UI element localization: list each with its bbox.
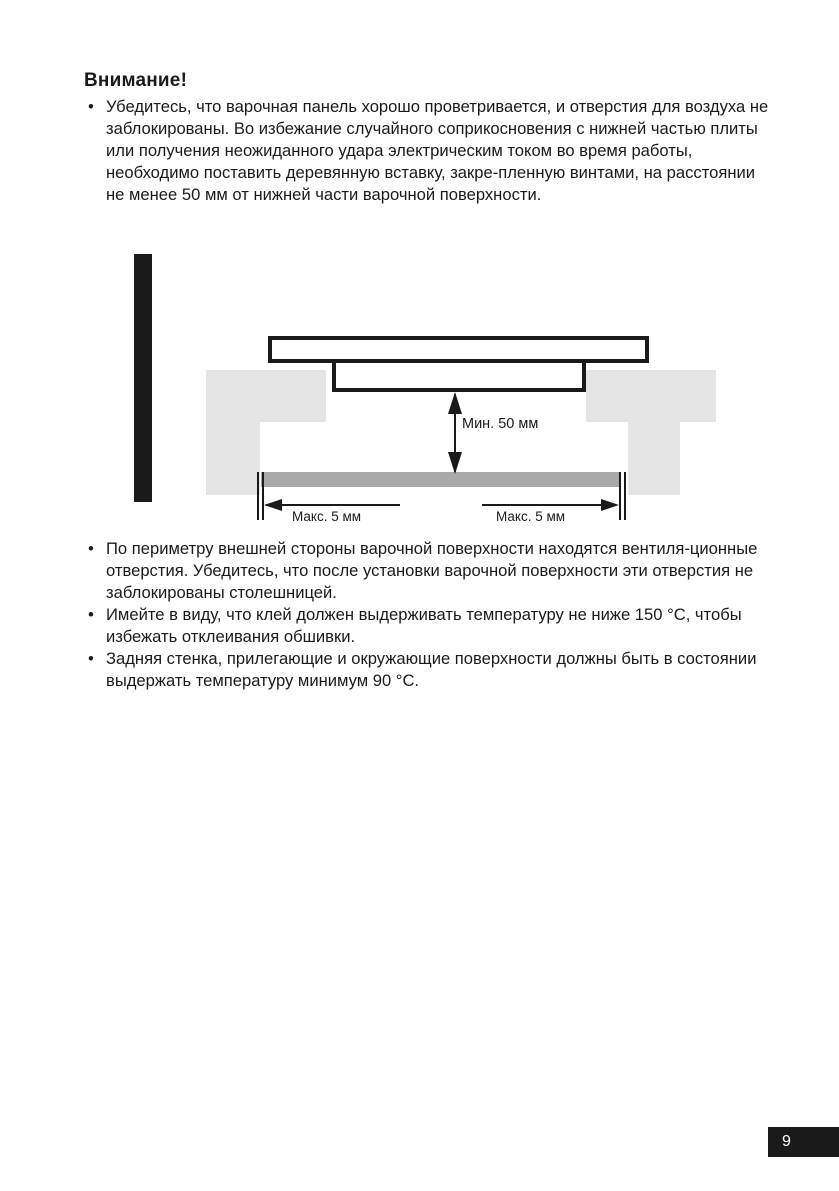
bullet-dot-icon: •	[88, 97, 94, 116]
bullet-dot-icon: •	[88, 539, 94, 558]
installation-diagram	[120, 250, 730, 530]
hob-body	[334, 361, 584, 390]
arrow-right-icon	[601, 499, 619, 511]
bullet-dot-icon: •	[88, 605, 94, 624]
bullet-item	[84, 96, 774, 206]
warning-bullets-top	[84, 96, 774, 206]
bullet-text: По периметру внешней стороны варочной поверхности находятся вентиля-ционные отверстия. Убедитесь, что после установки варочной поверхности эти отверстия не заблокированы столешницей.	[106, 539, 758, 602]
arrow-left-icon	[264, 499, 282, 511]
bullet-dot-icon: •	[88, 649, 94, 668]
warning-bullets-bottom	[84, 538, 774, 692]
bullet-item	[84, 604, 774, 648]
max-right-label: Макс. 5 мм	[496, 509, 566, 524]
arrow-up-icon	[448, 392, 462, 414]
hob-top-plate	[270, 338, 647, 361]
wooden-insert	[261, 472, 621, 487]
warning-heading: Внимание!	[84, 70, 188, 91]
bullet-item	[84, 648, 774, 692]
page-number: 9	[768, 1127, 839, 1157]
bullet-text: Убедитесь, что варочная панель хорошо проветривается, и отверстия для воздуха не заблокированы. Во избежание случайного соприкосновения с нижней частью плиты или получения неожиданного удара электрическим током во время работы, необходимо поставить деревянную вставку, закре-пленную винтами, на расстоянии не менее 50 мм от нижней части варочной поверхности.	[106, 97, 769, 204]
min-dimension-label: Мин. 50 мм	[462, 416, 539, 432]
bullet-text: Задняя стенка, прилегающие и окружающие поверхности должны быть в состоянии выдержать температуру минимум 90 °С.	[106, 649, 757, 690]
bullet-item	[84, 538, 774, 604]
arrow-down-icon	[448, 452, 462, 474]
max-left-label: Макс. 5 мм	[292, 509, 362, 524]
back-wall	[134, 254, 152, 502]
bullet-text: Имейте в виду, что клей должен выдерживать температуру не ниже 150 °С, чтобы избежать отклеивания обшивки.	[106, 605, 742, 646]
